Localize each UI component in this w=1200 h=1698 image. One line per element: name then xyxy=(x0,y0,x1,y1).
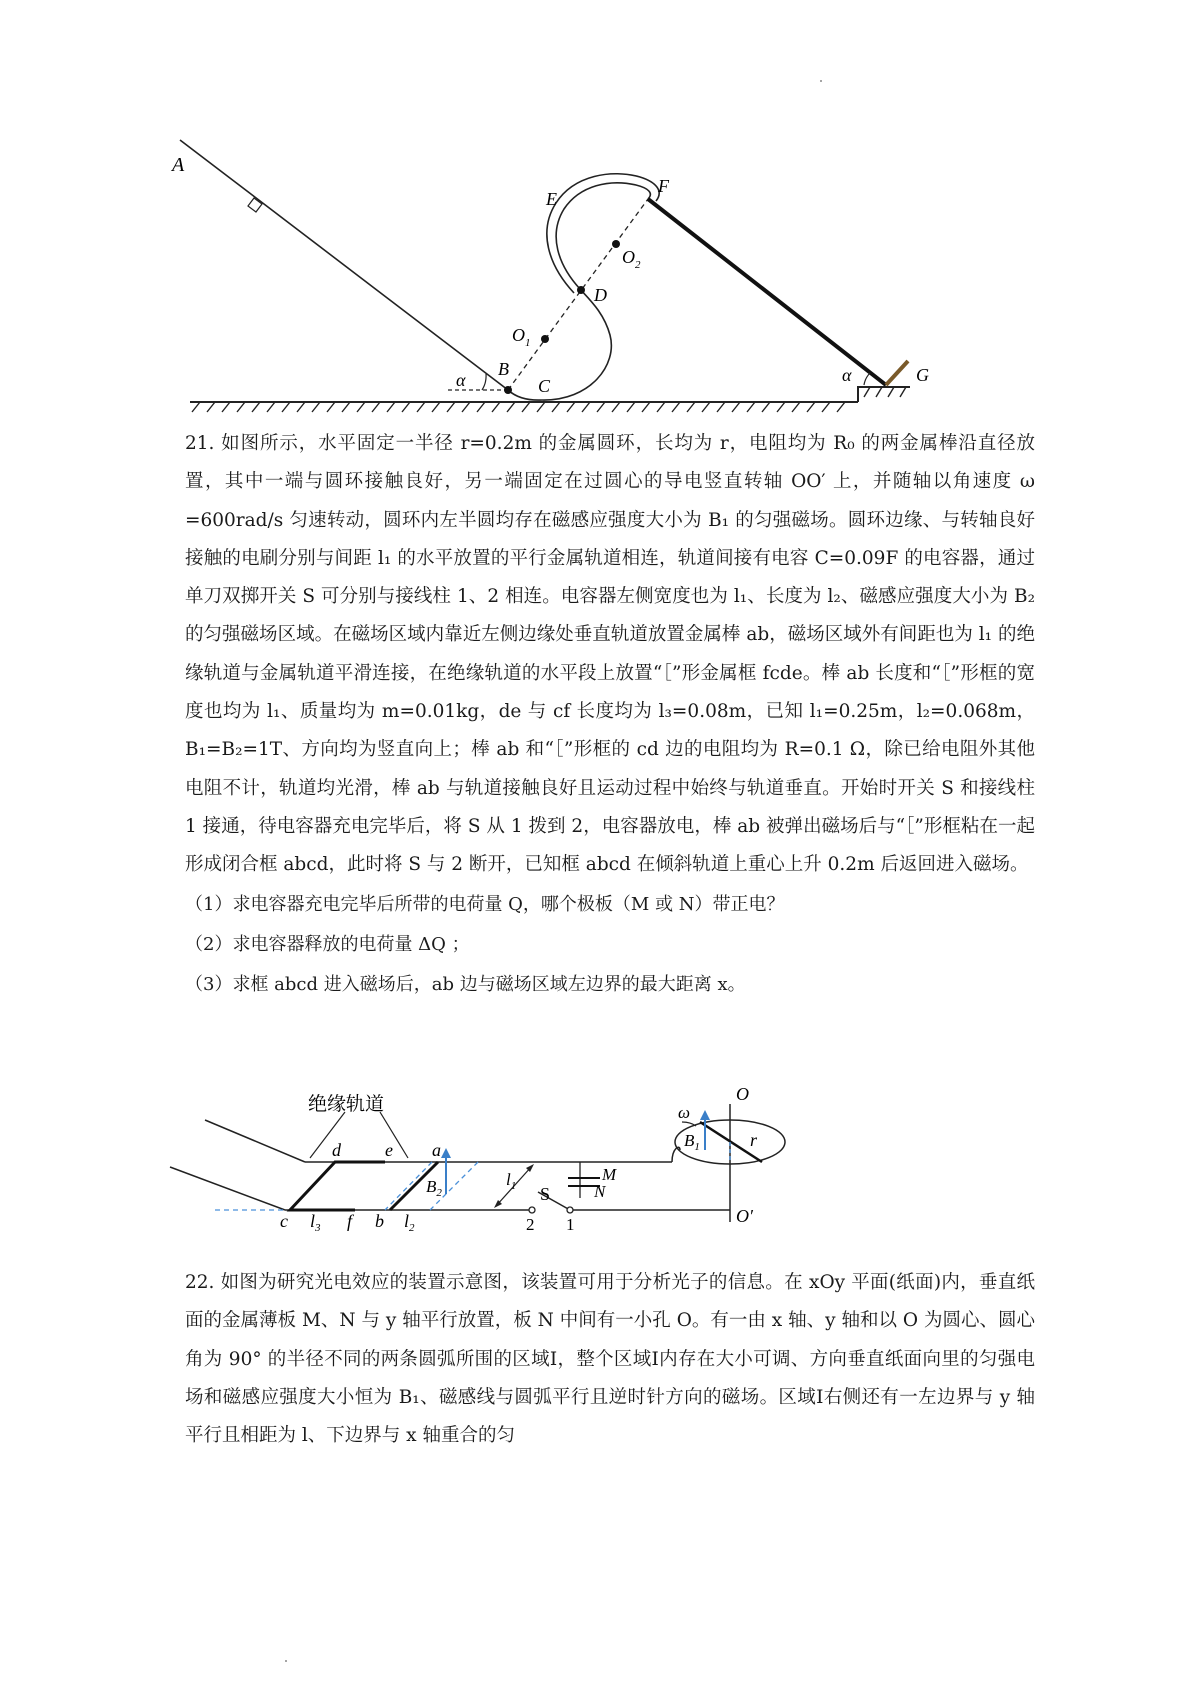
label-M: M xyxy=(602,1165,617,1184)
label-B2: $B_2$ xyxy=(426,1177,442,1199)
label-a: a xyxy=(432,1140,441,1160)
point-O1 xyxy=(541,335,549,343)
scan-dot xyxy=(820,80,822,82)
label-l2: $l_2$ xyxy=(404,1211,415,1234)
problem-21-question-2: （2）求电容器释放的电荷量 ΔQ ； xyxy=(185,933,470,955)
frame-fcde xyxy=(290,1162,385,1210)
label-f: f xyxy=(347,1211,353,1231)
label-l1: $l_1$ xyxy=(506,1170,517,1192)
switch-terminal-1 xyxy=(567,1207,573,1213)
rod-FG xyxy=(648,199,886,385)
scan-dot xyxy=(285,1660,287,1662)
label-alpha-left: α xyxy=(456,370,466,390)
incline-loop-figure xyxy=(170,135,970,425)
label-r: r xyxy=(750,1130,758,1150)
upper-loop-inner xyxy=(556,183,650,289)
incline-AB xyxy=(180,140,508,390)
problem-21-question-3: （3）求框 abcd 进入磁场后，ab 边与磁场区域左边界的最大距离 x。 xyxy=(185,973,746,995)
point-O2 xyxy=(612,240,620,248)
problem-21 xyxy=(185,425,1035,1005)
label-D: D xyxy=(594,285,607,305)
label-G: G xyxy=(916,365,929,385)
label-e: e xyxy=(385,1140,393,1160)
label-S: S xyxy=(540,1184,551,1204)
lower-loop-CD xyxy=(542,289,611,400)
incline-rail-upper xyxy=(205,1120,305,1162)
label-E: E xyxy=(546,189,557,209)
label-A: A xyxy=(172,154,185,176)
label-omega: ω xyxy=(678,1103,691,1122)
label-B: B xyxy=(498,359,509,379)
label-terminal-2: 2 xyxy=(526,1215,535,1234)
problem-22-statement: 22. 如图为研究光电效应的装置示意图，该装置可用于分析光子的信息。在 xOy 平面(纸面)内，垂直纸面的金属薄板 M、N 与 y 轴平行放置，板 N 中间有一小孔 O。有一由 x 轴、y 轴和以 O 为圆心、圆心角为 90° 的半径不同的两条圆弧所围的区域Ⅰ，整个区域Ⅰ内存在大小可调、方向垂直纸面向里的匀强电场和磁感应强度大小恒为 B₁、磁感线与圆弧平行且逆时针方向的磁场。区域Ⅰ右侧还有一左边界与 y 轴平行且相距为 l、下边界与 x 轴重合的匀 xyxy=(185,1272,1035,1447)
incline-rail-lower xyxy=(170,1167,285,1210)
label-F: F xyxy=(658,176,669,196)
label-terminal-1: 1 xyxy=(566,1215,575,1234)
upper-loop-outer xyxy=(547,174,659,293)
alpha-arc-left xyxy=(482,374,486,390)
label-C: C xyxy=(538,376,551,396)
label-d: d xyxy=(332,1140,341,1160)
problem-21-question-1: （1）求电容器充电完毕后所带的电荷量 Q，哪个极板（M 或 N）带正电？ xyxy=(185,893,785,915)
label-b: b xyxy=(375,1211,384,1231)
alpha-arc-right xyxy=(864,373,870,385)
label-N: N xyxy=(594,1182,606,1201)
field-right-boundary xyxy=(430,1162,478,1210)
label-O1: $O_1$ xyxy=(512,325,531,349)
rail-circuit-figure xyxy=(160,1082,810,1242)
field-left-boundary xyxy=(385,1162,432,1210)
dashed-center-line xyxy=(508,199,648,390)
label-alpha-right: α xyxy=(842,365,852,385)
label-O2: $O_2$ xyxy=(622,247,641,271)
point-D xyxy=(577,286,585,294)
label-c: c xyxy=(280,1211,288,1231)
label-l3: $l_3$ xyxy=(310,1211,321,1234)
track-BC xyxy=(508,390,542,400)
label-insulated-track: 绝缘轨道 xyxy=(308,1094,385,1115)
label-B1: $B_1$ xyxy=(684,1131,700,1153)
B1-arrow-head xyxy=(700,1110,710,1120)
problem-22 xyxy=(185,1264,1035,1455)
point-B xyxy=(504,386,512,394)
B2-arrow-head xyxy=(441,1148,451,1158)
problem-21-statement: 21. 如图所示，水平固定一半径 r=0.2m 的金属圆环，长均为 r，电阻均为 R₀ 的两金属棒沿直径放置，其中一端与圆环接触良好，另一端固定在过圆心的导电竖直转轴 OO′ 上，并随轴以角速度 ω =600rad/s 匀速转动，圆环内左半圆均存在磁感应强度大小为 B₁ 的匀强磁场。圆环边缘、与转轴良好接触的电刷分别与间距 l₁ 的水平放置的平行金属轨道相连，轨道间接有电容 C=0.09F 的电容器，通过单刀双掷开关 S 可分别与接线柱 1、2 相连。电容器左侧宽度也为 l₁、长度为 l₂、磁感应强度大小为 B₂ 的匀强磁场区域。在磁场区域内靠近左侧边缘处垂直轨道放置金属棒 ab，磁场区域外有间距也为 l₁ 的绝缘轨道与金属轨道平滑连接，在绝缘轨道的水平段上放置“［”形金属框 fcde。棒 ab 长度和“［”形框的宽度也均为 l₁、质量均为 m=0.01kg，de 与 cf 长度均为 l₃=0.08m，已知 l₁=0.25m，l₂=0.068m，B₁=B₂=1T、方向均为竖直向上；棒 ab 和“［”形框的 cd 边的电阻均为 R=0.1 Ω，除已给电阻外其他电阻不计，轨道均光滑，棒 ab 与轨道接触良好且运动过程中始终与轨道垂直。开始时开关 S 和接线柱 1 接通，待电容器充电完毕后，将 S 从 1 拨到 2，电容器放电，棒 ab 被弹出磁场后与“［”形框粘在一起形成闭合框 abcd，此时将 S 与 2 断开，已知框 abcd 在倾斜轨道上重心上升 0.2m 后返回进入磁场。 xyxy=(185,433,1035,876)
switch-terminal-2 xyxy=(529,1207,535,1213)
label-O-prime: O′ xyxy=(736,1206,753,1226)
label-O: O xyxy=(736,1084,749,1104)
rod-stopper xyxy=(886,361,908,385)
